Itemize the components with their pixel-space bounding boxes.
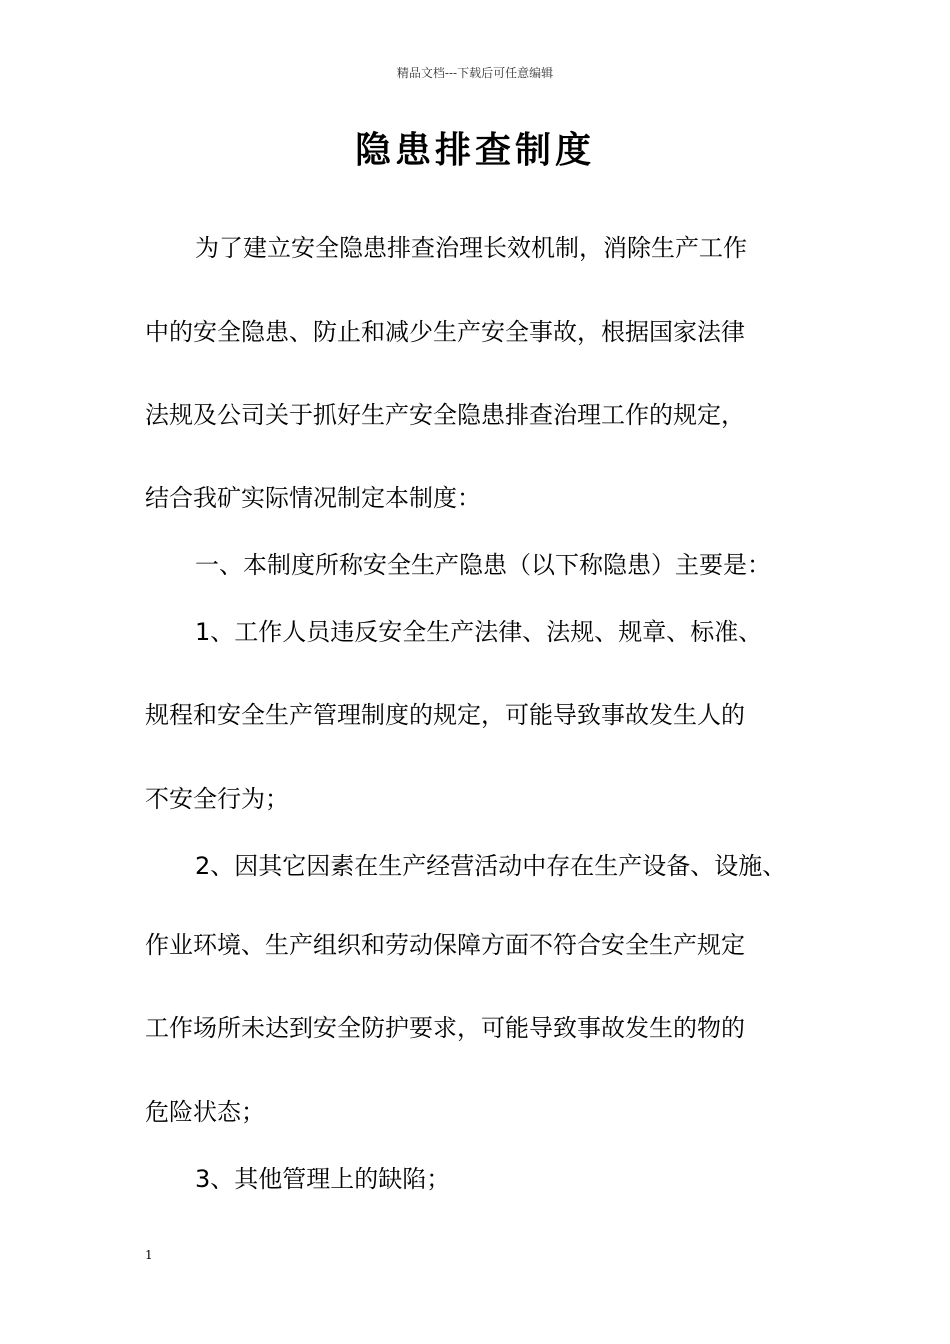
page-header: 精品文档---下载后可任意编辑 (396, 66, 554, 80)
paragraph-line: 法规及公司关于抓好生产安全隐患排查治理工作的规定， (145, 401, 745, 429)
paragraph-line: 结合我矿实际情况制定本制度： (145, 484, 481, 512)
page-number: 1 (145, 1248, 153, 1262)
section-heading-line: 一、本制度所称安全生产隐患（以下称隐患）主要是： (195, 551, 771, 579)
list-item-line: 危险状态； (145, 1098, 265, 1126)
list-item-line: 不安全行为； (145, 785, 289, 813)
list-item-line: 作业环境、生产组织和劳动保障方面不符合安全生产规定 (145, 931, 745, 959)
list-item-line: 3、其他管理上的缺陷； (195, 1165, 451, 1193)
list-item-line: 工作场所未达到安全防护要求，可能导致事故发生的物的 (145, 1014, 745, 1042)
list-item-line: 规程和安全生产管理制度的规定，可能导致事故发生人的 (145, 701, 745, 729)
list-item-line: 1、工作人员违反安全生产法律、法规、规章、标准、 (195, 618, 763, 646)
list-item-line: 2、因其它因素在生产经营活动中存在生产设备、设施、 (195, 852, 787, 880)
document-title: 隐患排查制度 (354, 130, 595, 171)
paragraph-line: 中的安全隐患、防止和减少生产安全事故，根据国家法律 (145, 318, 745, 346)
paragraph-line: 为了建立安全隐患排查治理长效机制，消除生产工作 (195, 234, 747, 262)
